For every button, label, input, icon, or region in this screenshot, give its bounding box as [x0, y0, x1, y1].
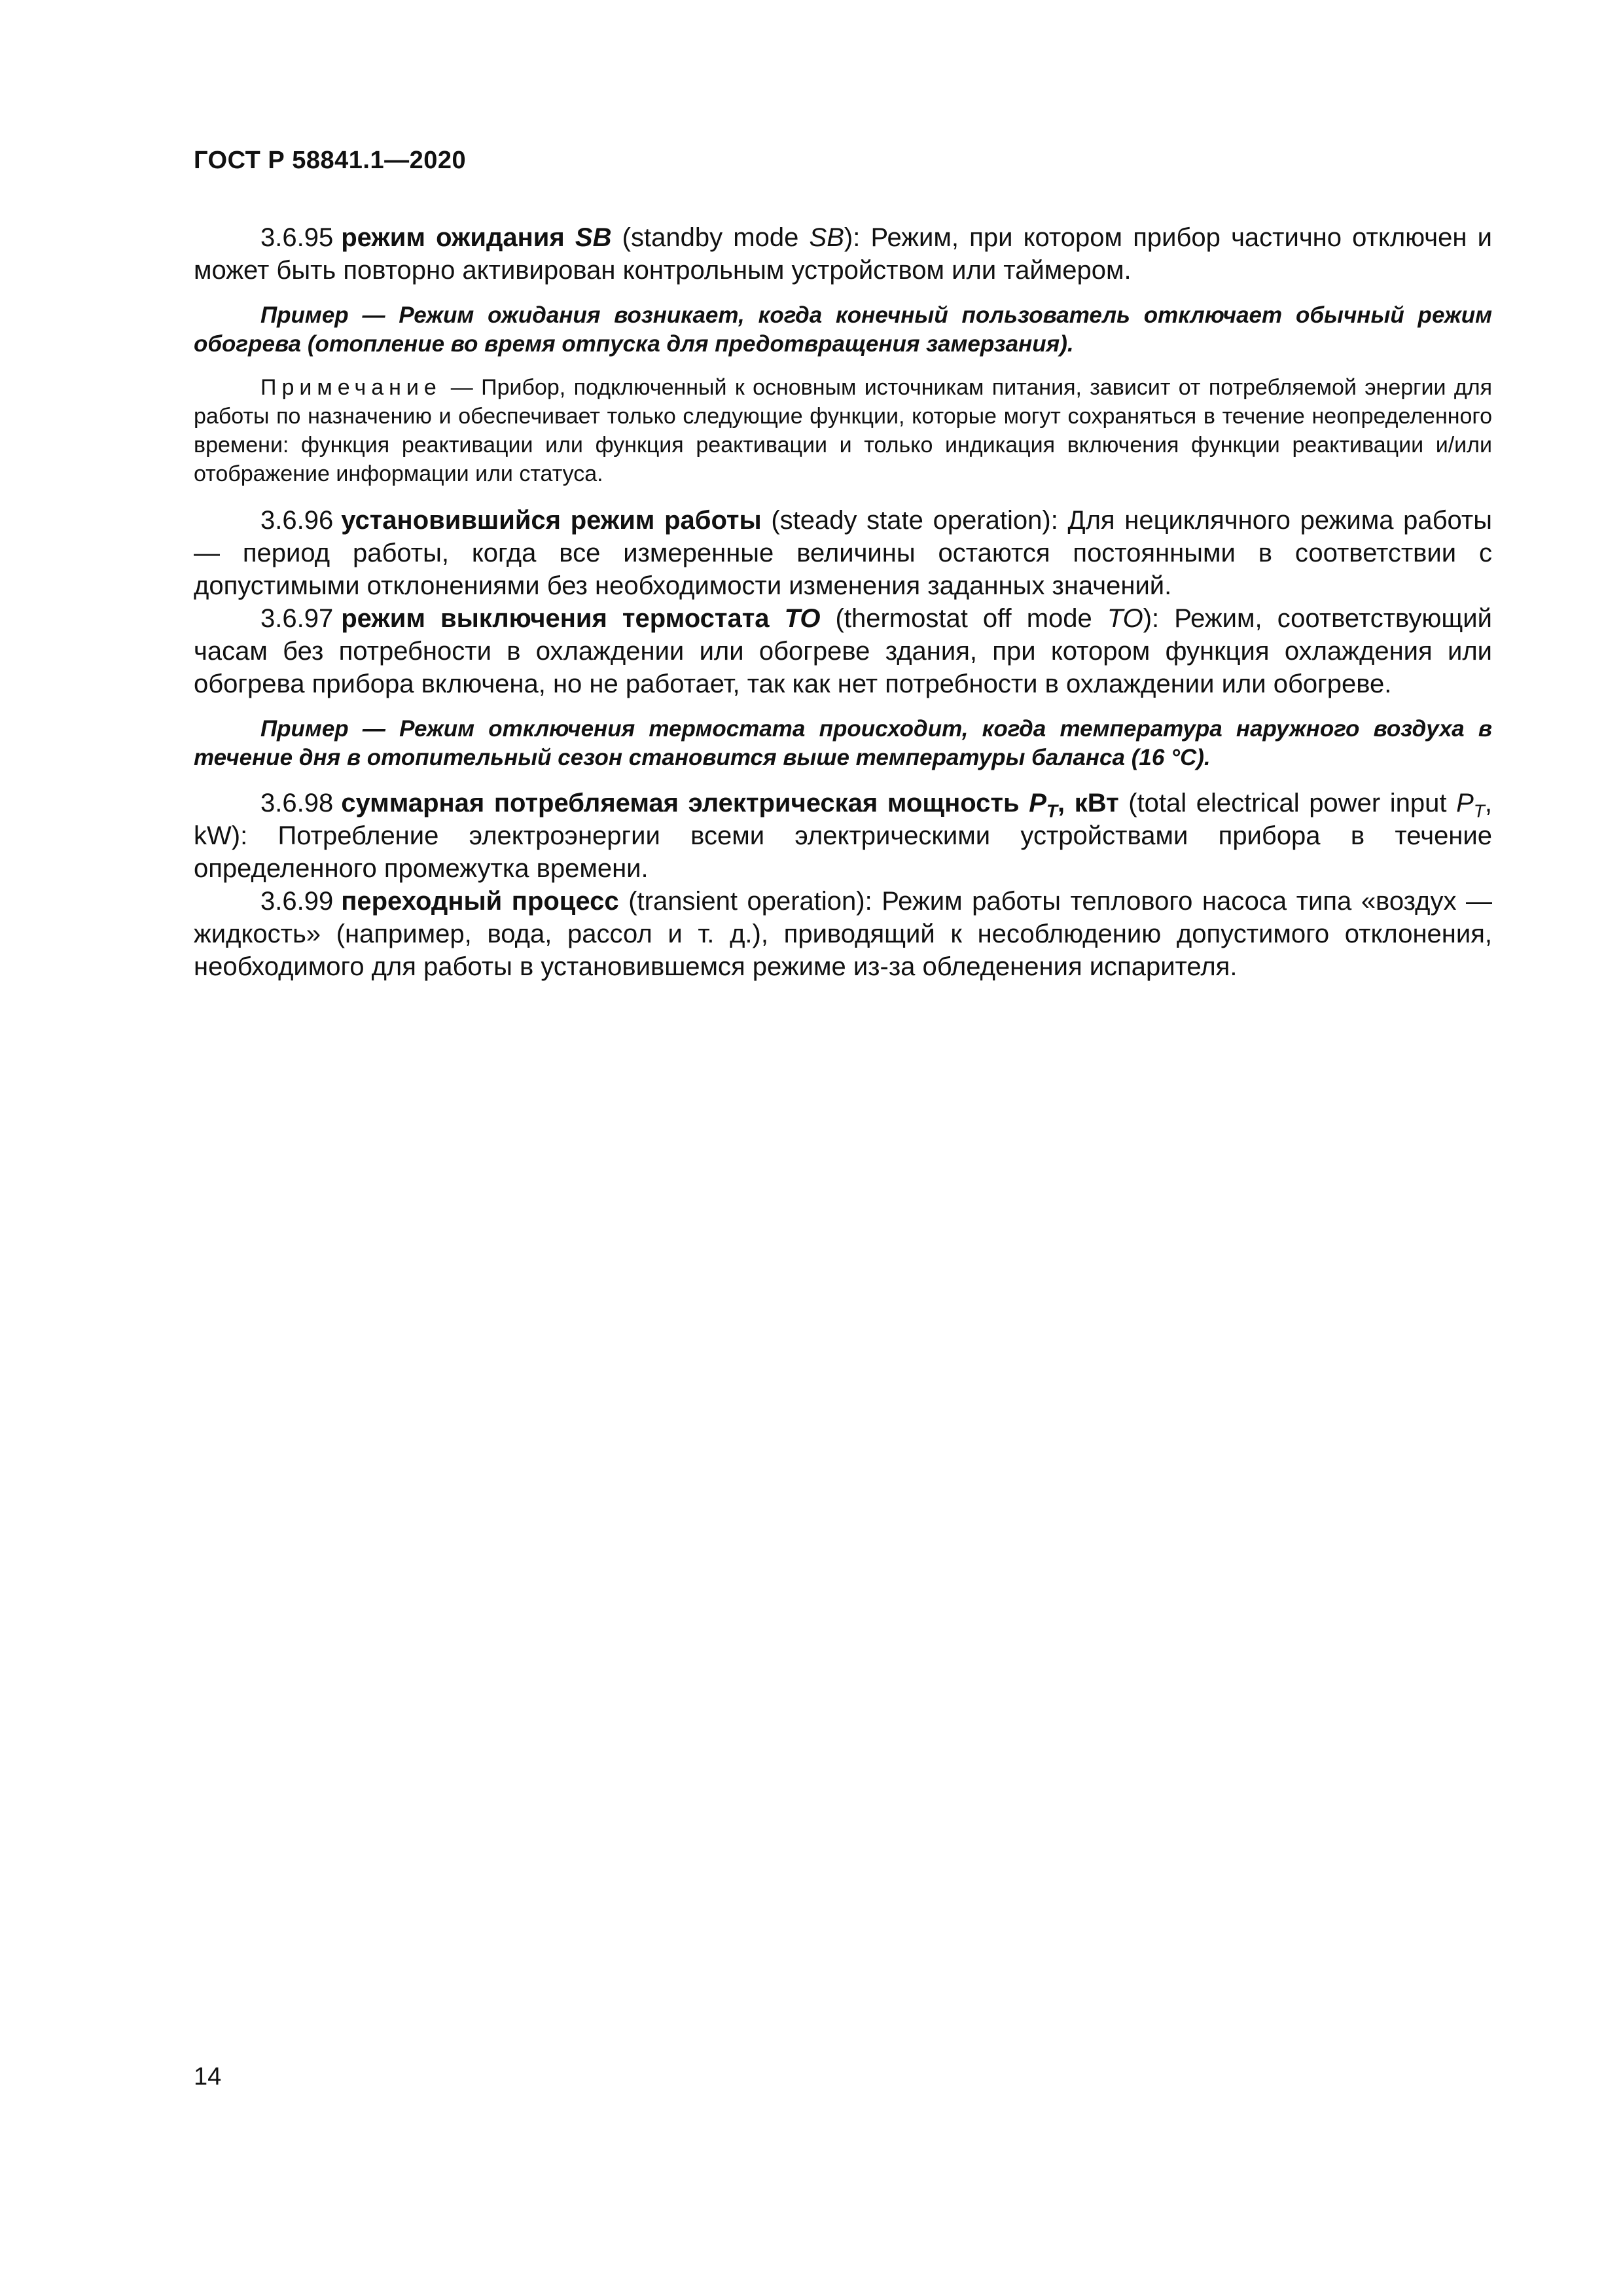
term-name: установившийся режим работы: [341, 506, 762, 535]
english-term: (standby mode: [622, 223, 799, 252]
definition-text: ): Режим, соответствующий часам без потребности в охлаждении или обогреве здания, при котором функция охлаждения или обогрева прибора включена, но не работает, так как нет потребности в охлаждении или обогреве.: [194, 604, 1492, 698]
example-3-6-95: Пример — Режим ожидания возникает, когда конечный пользователь отключает обычный режим обогрева (отопление во время отпуска для предотвращения замерзания).: [194, 302, 1492, 357]
english-term: (thermostat off mode: [835, 604, 1092, 633]
entry-number: 3.6.98: [260, 789, 334, 817]
english-symbol: [1456, 789, 1485, 821]
entry-number: 3.6.95: [260, 223, 334, 252]
english-term: (total electrical power input: [1128, 789, 1447, 817]
term-entry-3-6-95: [194, 221, 1492, 287]
document-header: ГОСТ Р 58841.1—2020: [194, 147, 467, 174]
note-label: Примечание: [260, 375, 442, 400]
term-abbreviation: SB: [575, 223, 612, 252]
term-abbreviation: TO: [784, 604, 821, 633]
note-text: — Прибор, подключенный к основным источникам питания, зависит от потребляемой энергии для работы по назначению и обеспечивает только следующие функции, которые могут сохраняться в течение неопределенного времени: функция реактивации или функция реактивации и только индикация включения функции реактивации и/или отображение информации или статуса.: [194, 375, 1492, 486]
term-entry-3-6-96: [194, 504, 1492, 602]
entry-number: 3.6.99: [260, 887, 334, 916]
english-abbreviation: TO: [1107, 604, 1143, 633]
unit: , кВт: [1057, 789, 1119, 817]
term-entry-3-6-97: [194, 602, 1492, 700]
page-number: 14: [194, 2063, 222, 2090]
term-name: режим выключения термостата: [341, 604, 770, 633]
term-entry-3-6-98: [194, 787, 1492, 885]
symbol-letter: P: [1029, 789, 1046, 817]
english-symbol-letter: P: [1456, 789, 1474, 817]
entry-number: 3.6.96: [260, 506, 334, 535]
definition-text: (steady state operation): Для нециклячного режима работы — период работы, когда все измеренные величины остаются постоянными в соответствии с допустимыми отклонениями без необходимости изменения заданных значений.: [194, 506, 1492, 600]
english-symbol-subscript: T: [1473, 800, 1485, 821]
symbol: [1029, 789, 1058, 821]
definition-text: , kW): Потребление электроэнергии всеми электрическими устройствами прибора в течение определенного промежутка времени.: [194, 789, 1492, 883]
definition-text: ): Режим, при котором прибор частично отключен и может быть повторно активирован контрольным устройством или таймером.: [194, 223, 1492, 285]
term-entry-3-6-99: [194, 885, 1492, 983]
definition-text: (transient operation): Режим работы теплового насоса типа «воздух — жидкость» (например, вода, рассол и т. д.), приводящий к несоблюдению допустимого отклонения, необходимого для работы в установившемся режиме из-за обледенения испарителя.: [194, 887, 1493, 981]
term-name: суммарная потребляемая электрическая мощность: [341, 789, 1020, 817]
english-abbreviation: SB: [809, 223, 844, 252]
symbol-subscript: T: [1046, 800, 1058, 821]
document-body: [194, 221, 1492, 983]
example-3-6-97: Пример — Режим отключения термостата происходит, когда температура наружного воздуха в течение дня в отопительный сезон становится выше температуры баланса (16 °С).: [194, 716, 1492, 770]
note-3-6-95: [194, 373, 1492, 488]
term-name: переходный процесс: [341, 887, 619, 916]
term-name: режим ожидания: [341, 223, 565, 252]
entry-number: 3.6.97: [260, 604, 334, 633]
